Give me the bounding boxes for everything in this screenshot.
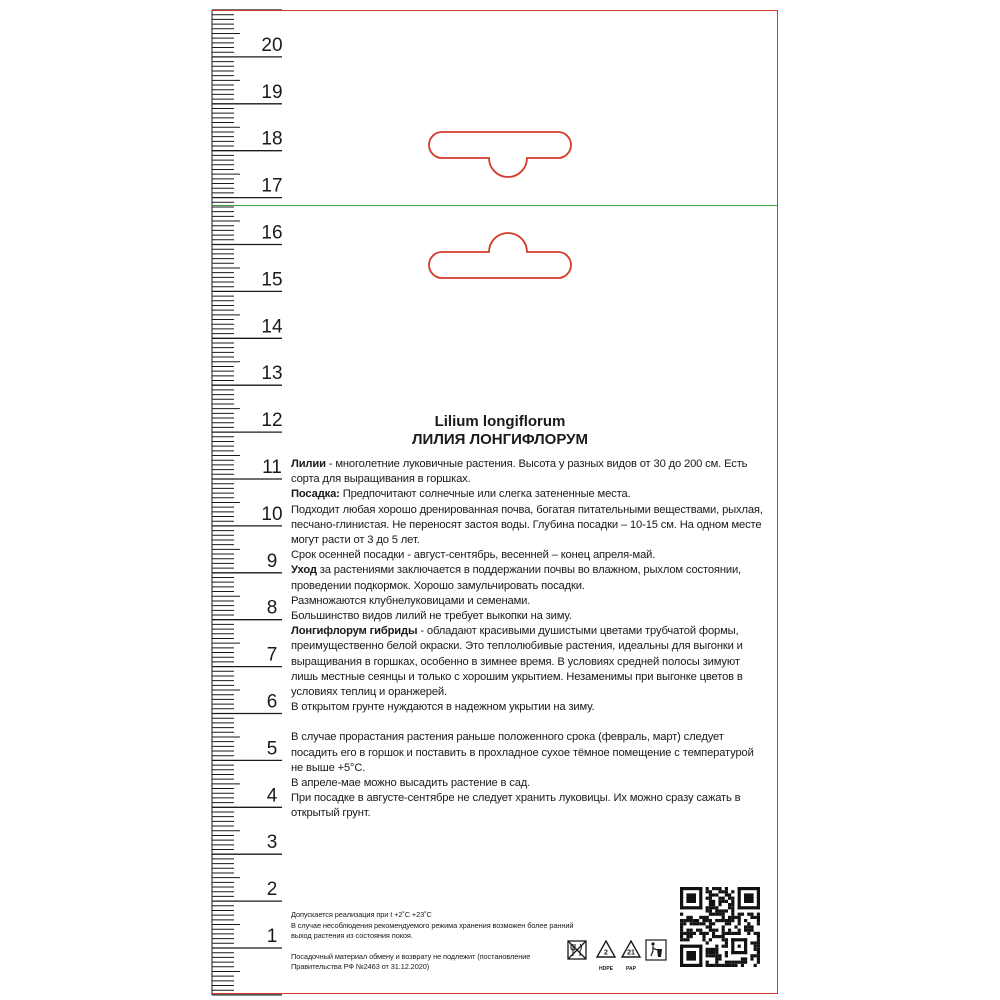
qr-module: [750, 957, 753, 960]
qr-module: [757, 945, 760, 948]
qr-module: [718, 954, 721, 957]
qr-module: [738, 916, 741, 919]
qr-module: [725, 919, 728, 922]
qr-module: [725, 922, 728, 925]
qr-module: [731, 964, 734, 967]
qr-module: [754, 941, 757, 944]
qr-module: [757, 948, 760, 951]
qr-module: [731, 903, 734, 906]
qr-module: [757, 916, 760, 919]
qr-module: [709, 929, 712, 932]
qr-module: [731, 961, 734, 964]
qr-module: [712, 922, 715, 925]
qr-module: [712, 887, 715, 890]
qr-module: [680, 922, 683, 925]
ruler-label: 3: [266, 832, 278, 854]
qr-module: [734, 925, 737, 928]
qr-module: [728, 961, 731, 964]
qr-module: [750, 916, 753, 919]
qr-module: [741, 957, 744, 960]
qr-module: [722, 932, 725, 935]
qr-module: [757, 941, 760, 944]
qr-module: [731, 919, 734, 922]
qr-module: [712, 913, 715, 916]
qr-module: [731, 900, 734, 903]
qr-module: [738, 961, 741, 964]
ruler-label: 17: [261, 175, 283, 197]
qr-module: [741, 964, 744, 967]
ruler-label: 9: [266, 550, 278, 572]
qr-module: [686, 916, 689, 919]
qr-module: [715, 906, 718, 909]
qr-module: [686, 932, 689, 935]
qr-module: [744, 957, 747, 960]
qr-module: [696, 919, 699, 922]
ruler-label: 13: [261, 363, 283, 385]
qr-module: [706, 897, 709, 900]
qr-module: [722, 938, 725, 941]
ruler-label: 11: [262, 457, 282, 478]
text-lilies: - многолетние луковичные растения. Высота у разных видов от 30 до 200 см. Есть сорта для выращивания в горшках.: [291, 458, 748, 486]
qr-align: [731, 938, 734, 954]
qr-module: [728, 906, 731, 909]
qr-finder: [686, 951, 696, 961]
qr-module: [754, 954, 757, 957]
qr-align: [744, 938, 747, 954]
qr-module: [690, 935, 693, 938]
qr-align: [738, 945, 741, 948]
hang-hole-lower: [429, 233, 571, 278]
qr-module: [712, 903, 715, 906]
qr-module: [709, 948, 712, 951]
paragraph-spring-planting: В апреле-мае можно высадить растение в сад.: [291, 777, 531, 790]
qr-code-icon: [680, 887, 760, 967]
qr-module: [754, 932, 757, 935]
qr-module: [712, 906, 715, 909]
title-latin: Lilium longiflorum: [434, 413, 566, 430]
qr-module: [709, 903, 712, 906]
qr-module: [712, 932, 715, 935]
recycle-hdpe-icon: [595, 939, 617, 972]
qr-finder: [699, 945, 702, 967]
qr-module: [680, 935, 683, 938]
qr-module: [750, 929, 753, 932]
qr-module: [747, 929, 750, 932]
qr-module: [683, 932, 686, 935]
qr-module: [725, 951, 728, 954]
qr-module: [709, 906, 712, 909]
qr-module: [690, 922, 693, 925]
qr-finder: [738, 906, 760, 909]
qr-module: [706, 941, 709, 944]
text-planting: Предпочитают солнечные или слегка затененные места.: [339, 488, 631, 501]
qr-module: [741, 913, 744, 916]
qr-module: [712, 893, 715, 896]
qr-module: [712, 929, 715, 932]
text-care: за растениями заключается в поддержании почвы во влажном, рыхлом состоянии, проведении подкормок. Хорошо замульчировать посадки.: [291, 564, 742, 592]
qr-module: [757, 935, 760, 938]
qr-module: [728, 922, 731, 925]
qr-module: [718, 887, 721, 890]
qr-module: [722, 897, 725, 900]
qr-module: [715, 954, 718, 957]
qr-module: [706, 964, 709, 967]
ruler-label: 12: [261, 410, 283, 432]
ruler-label: 18: [261, 128, 283, 150]
qr-module: [709, 900, 712, 903]
qr-module: [734, 964, 737, 967]
qr-module: [728, 932, 731, 935]
qr-finder: [686, 893, 696, 903]
qr-module: [715, 929, 718, 932]
qr-module: [738, 919, 741, 922]
qr-module: [683, 938, 686, 941]
qr-module: [754, 948, 757, 951]
qr-module: [709, 909, 712, 912]
qr-module: [699, 916, 702, 919]
qr-module: [702, 922, 705, 925]
paragraph-propagation: Размножаются клубнелуковицами и семенами.: [291, 594, 531, 607]
qr-module: [680, 913, 683, 916]
qr-module: [715, 909, 718, 912]
trash-bin-icon: [645, 939, 667, 967]
qr-module: [690, 919, 693, 922]
qr-module: [690, 932, 693, 935]
qr-module: [757, 922, 760, 925]
qr-module: [725, 945, 728, 948]
recycle-pap-icon: [620, 939, 642, 972]
qr-module: [709, 964, 712, 967]
qr-module: [709, 919, 712, 922]
qr-module: [709, 925, 712, 928]
qr-module: [754, 916, 757, 919]
term-planting: Посадка:: [291, 488, 340, 501]
qr-module: [712, 900, 715, 903]
qr-module: [725, 964, 728, 967]
paragraph-winter: Большинство видов лилий не требует выкопки на зиму.: [291, 610, 572, 623]
qr-module: [702, 916, 705, 919]
qr-module: [709, 951, 712, 954]
qr-module: [690, 929, 693, 932]
qr-module: [699, 929, 702, 932]
qr-module: [725, 887, 728, 890]
qr-module: [722, 919, 725, 922]
qr-module: [747, 925, 750, 928]
qr-module: [754, 945, 757, 948]
qr-module: [750, 941, 753, 944]
qr-module: [718, 935, 721, 938]
qr-module: [693, 919, 696, 922]
qr-module: [728, 893, 731, 896]
ruler-label: 4: [266, 785, 278, 807]
paragraph-soil: Подходит любая хорошо дренированная почва, богатая питательными веществами, рыхлая, песчано-глинистая. Не переносят застоя воды. Глубина посадки – 10-15 см. На одном месте могут расти от 3 до 5 лет.: [291, 503, 763, 547]
description-text: [291, 457, 765, 822]
term-hybrids: Лонгифлорум гибриды: [291, 625, 418, 638]
qr-module: [706, 954, 709, 957]
paragraph-lilies: [291, 457, 765, 487]
qr-module: [722, 929, 725, 932]
qr-module: [757, 913, 760, 916]
not-for-food-icon: [566, 939, 588, 967]
qr-module: [690, 916, 693, 919]
qr-module: [680, 938, 683, 941]
qr-module: [709, 922, 712, 925]
qr-module: [709, 938, 712, 941]
qr-module: [706, 906, 709, 909]
qr-module: [738, 913, 741, 916]
qr-module: [699, 932, 702, 935]
qr-module: [757, 938, 760, 941]
qr-module: [709, 913, 712, 916]
qr-module: [706, 948, 709, 951]
qr-module: [680, 929, 683, 932]
qr-module: [699, 922, 702, 925]
qr-module: [757, 951, 760, 954]
qr-module: [741, 961, 744, 964]
pap-label: PAP: [626, 966, 636, 972]
qr-finder: [680, 945, 702, 948]
ruler-label: 1: [266, 926, 278, 947]
qr-module: [728, 929, 731, 932]
qr-module: [757, 961, 760, 964]
qr-module: [686, 919, 689, 922]
qr-module: [731, 909, 734, 912]
qr-module: [738, 922, 741, 925]
qr-module: [683, 922, 686, 925]
qr-module: [715, 964, 718, 967]
qr-module: [750, 925, 753, 928]
qr-module: [712, 964, 715, 967]
ruler-label: 20: [261, 34, 283, 56]
qr-module: [722, 916, 725, 919]
qr-module: [715, 945, 718, 948]
qr-module: [728, 964, 731, 967]
qr-module: [683, 919, 686, 922]
paragraph-autumn-planting: При посадке в августе-сентябре не следует хранить луковицы. Их можно сразу сажать в открытый грунт.: [291, 792, 741, 820]
qr-finder: [680, 887, 702, 890]
ruler-label: 7: [266, 644, 278, 666]
qr-module: [718, 909, 721, 912]
qr-module: [725, 890, 728, 893]
qr-module: [718, 919, 721, 922]
qr-module: [747, 922, 750, 925]
qr-finder: [699, 887, 702, 909]
qr-module: [747, 913, 750, 916]
paragraph-hybrids: [291, 624, 765, 700]
qr-module: [725, 954, 728, 957]
qr-module: [757, 919, 760, 922]
qr-module: [731, 890, 734, 893]
qr-module: [718, 900, 721, 903]
qr-module: [715, 913, 718, 916]
storage-notes: [291, 910, 581, 973]
qr-module: [725, 900, 728, 903]
qr-module: [712, 954, 715, 957]
qr-module: [706, 932, 709, 935]
qr-module: [722, 935, 725, 938]
qr-finder: [738, 887, 741, 909]
qr-module: [725, 893, 728, 896]
qr-module: [734, 916, 737, 919]
qr-module: [718, 903, 721, 906]
hdpe-code: 2: [604, 949, 608, 957]
qr-module: [706, 887, 709, 890]
qr-module: [686, 938, 689, 941]
qr-module: [718, 957, 721, 960]
qr-module: [744, 919, 747, 922]
ruler-label: 6: [266, 691, 278, 713]
qr-module: [715, 935, 718, 938]
ruler-label: 14: [261, 316, 283, 338]
qr-module: [722, 913, 725, 916]
hdpe-label: HDPE: [599, 966, 613, 972]
qr-module: [731, 932, 734, 935]
qr-module: [744, 961, 747, 964]
qr-module: [744, 929, 747, 932]
qr-module: [680, 932, 683, 935]
return-policy: Посадочный материал обмену и возврату не подлежит (постановление Правительства РФ №2463 от 31.12.2020): [291, 951, 531, 971]
qr-module: [715, 961, 718, 964]
storage-temperature: Допускается реализация при t +2˚С +23˚С: [291, 910, 432, 919]
ruler-label: 19: [261, 81, 283, 103]
qr-module: [680, 919, 683, 922]
qr-finder: [738, 887, 760, 890]
ruler-label: 2: [266, 879, 278, 901]
qr-finder: [680, 906, 702, 909]
qr-module: [706, 919, 709, 922]
ruler-label: 5: [266, 738, 278, 760]
qr-module: [750, 913, 753, 916]
ruler-label: 15: [261, 269, 283, 291]
qr-module: [706, 951, 709, 954]
qr-module: [747, 932, 750, 935]
qr-module: [709, 954, 712, 957]
qr-module: [715, 951, 718, 954]
qr-module: [731, 906, 734, 909]
qr-module: [731, 916, 734, 919]
title-russian: ЛИЛИЯ ЛОНГИФЛОРУМ: [412, 431, 588, 448]
qr-module: [715, 948, 718, 951]
qr-module: [725, 941, 728, 944]
qr-module: [725, 961, 728, 964]
qr-module: [693, 932, 696, 935]
qr-finder: [680, 887, 683, 909]
qr-module: [693, 922, 696, 925]
hang-holes: [0, 0, 1000, 300]
qr-module: [702, 938, 705, 941]
qr-module: [718, 913, 721, 916]
qr-module: [715, 957, 718, 960]
qr-module: [757, 954, 760, 957]
paragraph-care: [291, 563, 765, 593]
ruler-label: 10: [261, 503, 283, 525]
qr-module: [706, 890, 709, 893]
qr-module: [706, 925, 709, 928]
qr-module: [738, 929, 741, 932]
text-hybrids: - обладают красивыми душистыми цветами трубчатой формы, преимущественно белой окраски. Это теплолюбивые растения, идеальны для выгонки и выращивания в горшках, особенно в зимнее время. В условиях средней полосы зимуют лишь местные сеянцы и только с хорошим укрытием. Незаменимы при выгонке цветов в условиях теплиц и оранжерей.: [291, 625, 743, 699]
qr-module: [757, 957, 760, 960]
qr-module: [709, 893, 712, 896]
qr-module: [728, 916, 731, 919]
qr-module: [722, 925, 725, 928]
qr-module: [696, 922, 699, 925]
qr-module: [696, 929, 699, 932]
qr-module: [712, 948, 715, 951]
qr-finder: [680, 945, 683, 967]
paragraph-open-ground: В открытом грунте нуждаются в надежном укрытии на зиму.: [291, 701, 595, 714]
qr-finder: [680, 964, 702, 967]
qr-module: [725, 932, 728, 935]
qr-module: [686, 929, 689, 932]
qr-finder: [744, 893, 754, 903]
qr-module: [750, 954, 753, 957]
qr-module: [757, 932, 760, 935]
qr-module: [734, 932, 737, 935]
term-care: Уход: [291, 564, 317, 577]
qr-module: [731, 913, 734, 916]
qr-module: [702, 932, 705, 935]
paragraph-early-sprouting: В случае прорастания растения раньше положенного срока (февраль, март) следует посадить его в горшок и поставить в прохладное сухое тёмное помещение с температурой не выше +5°С.: [291, 731, 754, 774]
qr-module: [718, 897, 721, 900]
qr-module: [725, 938, 728, 941]
qr-module: [712, 951, 715, 954]
qr-module: [709, 890, 712, 893]
qr-module: [754, 964, 757, 967]
qr-module: [722, 900, 725, 903]
qr-module: [728, 897, 731, 900]
qr-module: [744, 925, 747, 928]
qr-module: [734, 961, 737, 964]
qr-module: [728, 903, 731, 906]
qr-module: [722, 945, 725, 948]
qr-module: [738, 932, 741, 935]
qr-module: [731, 897, 734, 900]
qr-module: [686, 935, 689, 938]
qr-module: [712, 935, 715, 938]
qr-module: [722, 890, 725, 893]
paragraph-planting-time: Срок осенней посадки - август-сентябрь, весенней – конец апреля-май.: [291, 549, 656, 562]
paragraph-planting: [291, 487, 765, 502]
qr-module: [702, 919, 705, 922]
qr-module: [725, 909, 728, 912]
qr-module: [718, 890, 721, 893]
qr-module: [709, 897, 712, 900]
pap-code: 21: [627, 949, 635, 957]
qr-module: [680, 925, 683, 928]
qr-module: [722, 909, 725, 912]
qr-module: [728, 919, 731, 922]
qr-module: [706, 909, 709, 912]
hang-hole-upper: [429, 132, 571, 177]
qr-module: [722, 964, 725, 967]
qr-finder: [757, 887, 760, 909]
qr-module: [718, 964, 721, 967]
qr-module: [706, 916, 709, 919]
storage-warning: В случае несоблюдения рекомендуемого режима хранения возможен более ранний выход растения из состояния покоя.: [291, 920, 574, 940]
qr-module: [706, 961, 709, 964]
ruler-label: 8: [266, 597, 278, 619]
qr-module: [715, 887, 718, 890]
ruler-label: 16: [261, 222, 283, 244]
qr-module: [715, 893, 718, 896]
term-lilies: Лилии: [291, 458, 326, 470]
product-title: [290, 413, 710, 449]
qr-module: [702, 935, 705, 938]
qr-module: [715, 919, 718, 922]
